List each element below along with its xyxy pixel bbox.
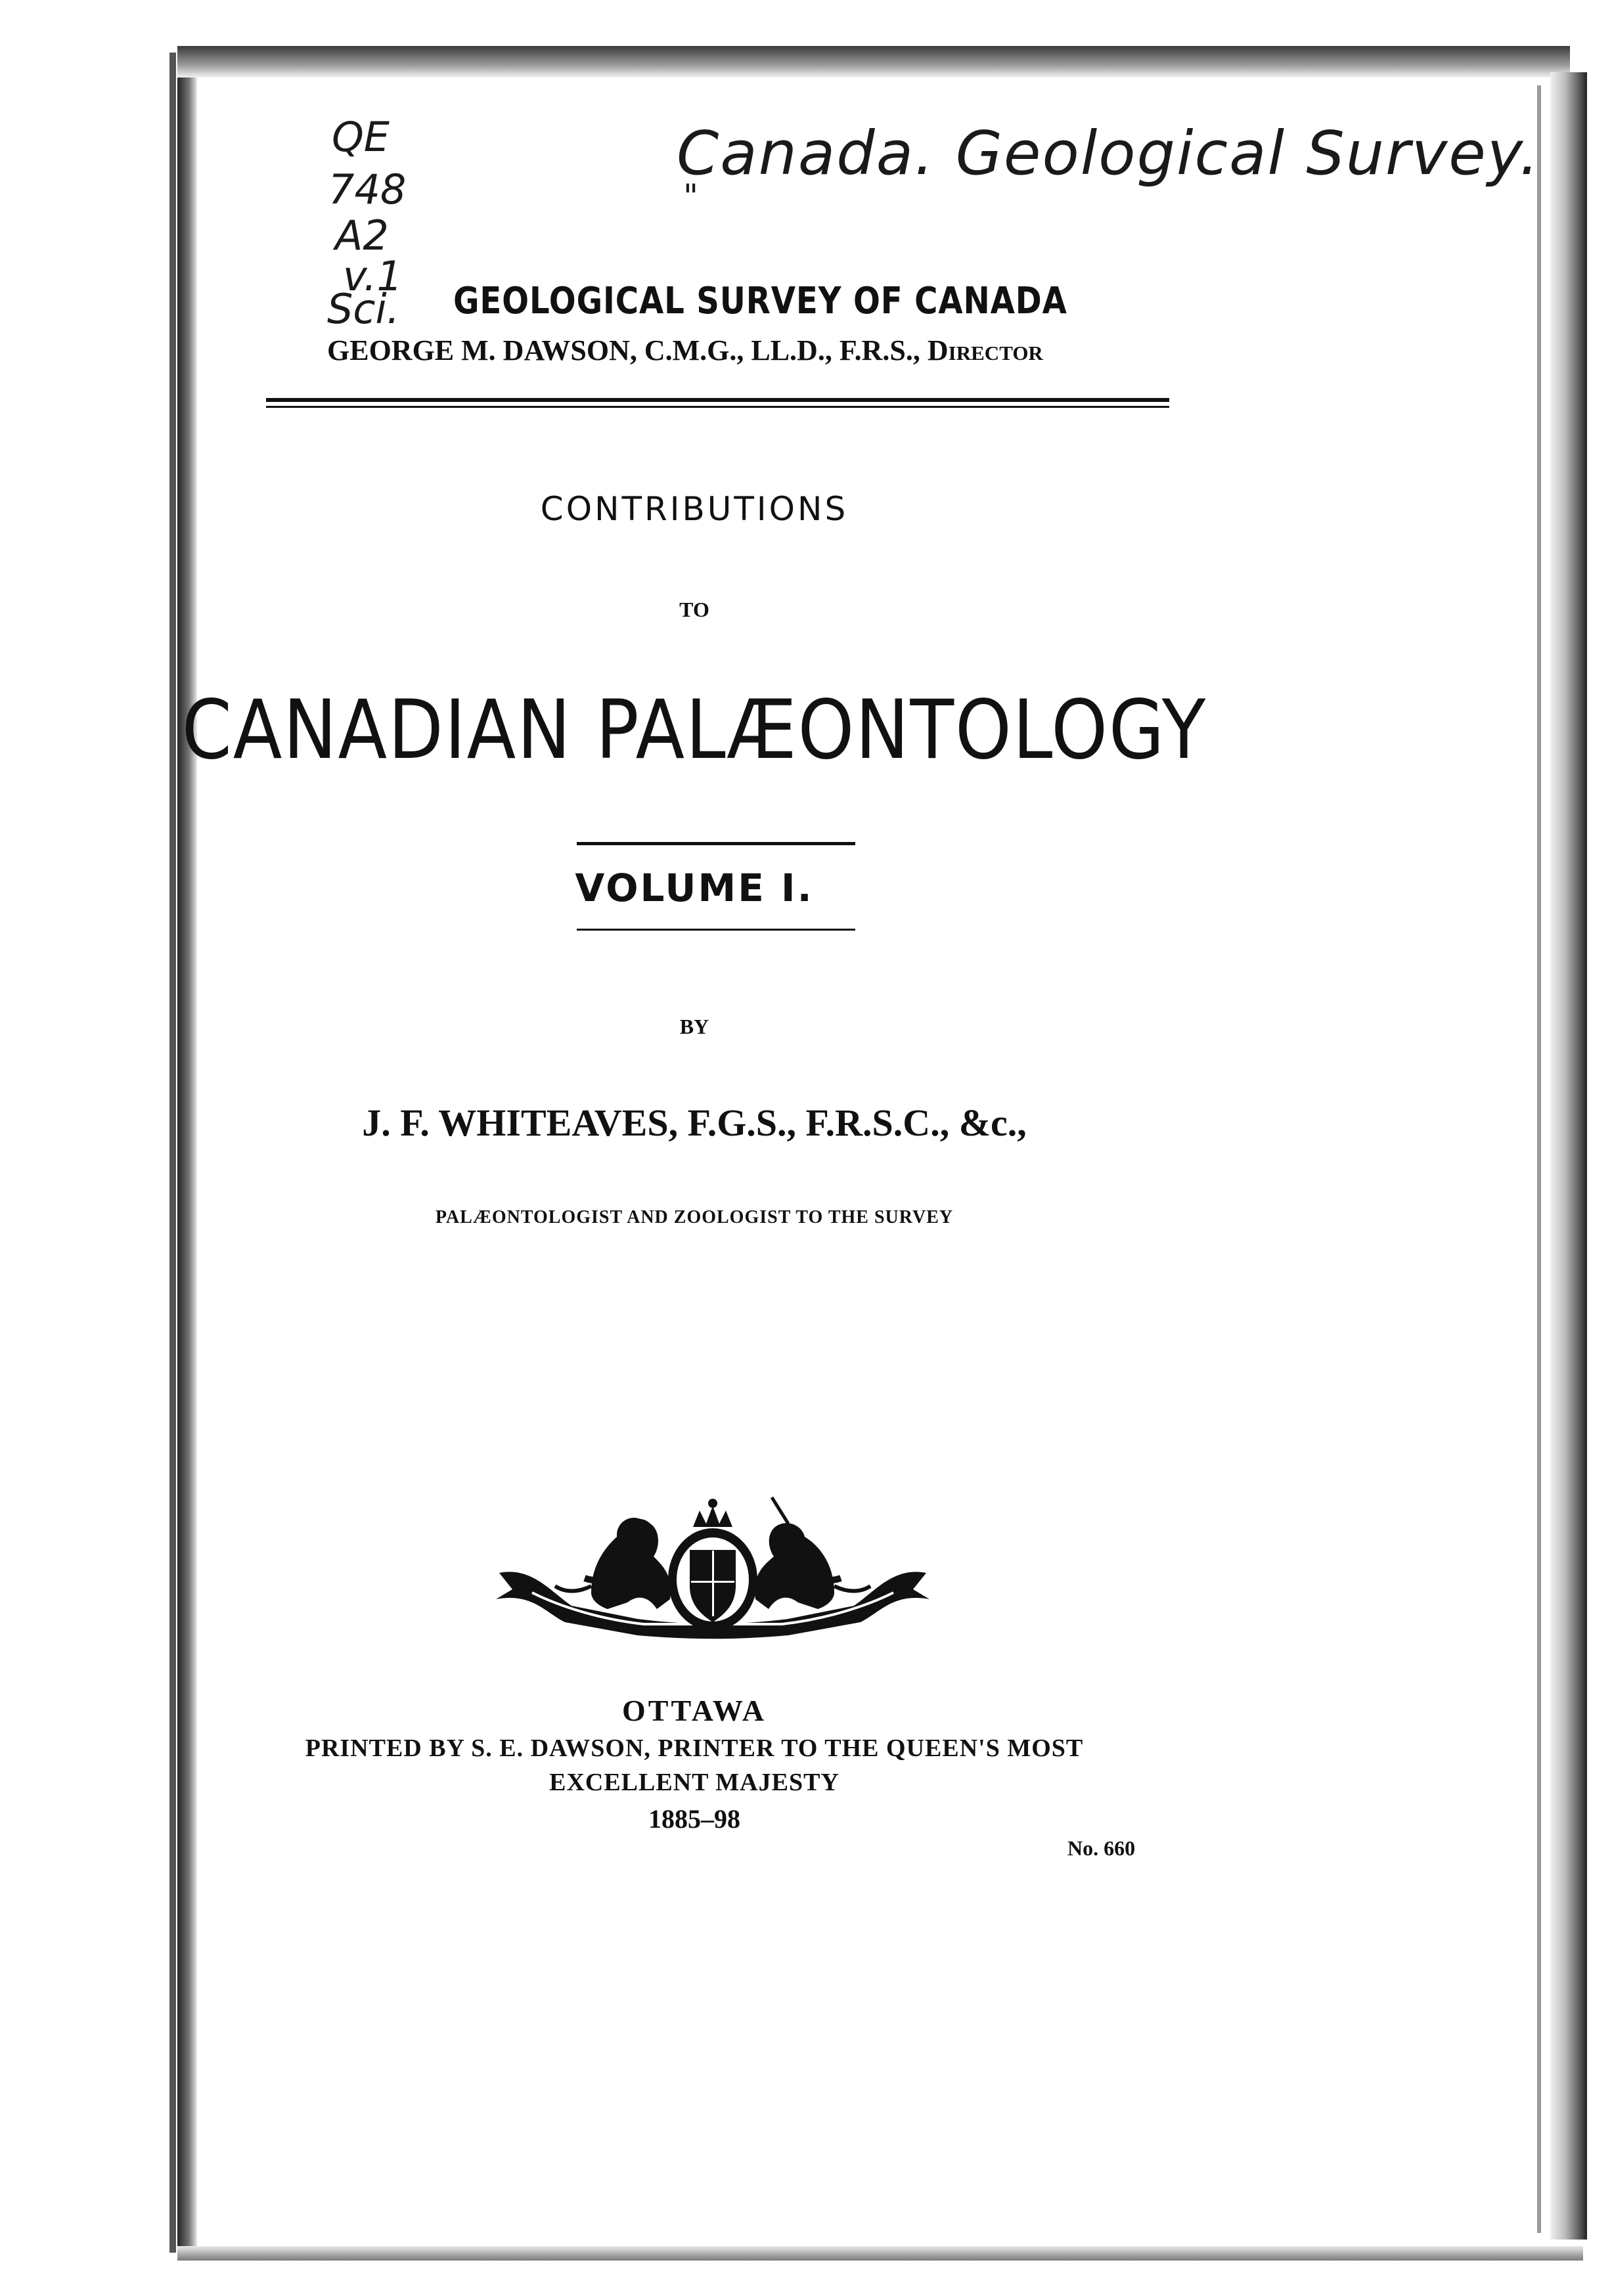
contributions-heading: CONTRIBUTIONS — [540, 490, 849, 528]
ditto-mark: " — [683, 177, 698, 215]
imprint-city: OTTAWA — [622, 1694, 767, 1727]
bottom-edge — [177, 2246, 1583, 2261]
publication-years: 1885–98 — [648, 1804, 740, 1834]
main-title: CANADIAN PALÆONTOLOGY — [181, 683, 1207, 778]
director-name: GEORGE M. DAWSON, C.M.G., LL.D., F.R.S., — [327, 334, 920, 366]
call-number-line-5: Sci. — [327, 285, 400, 333]
volume-label: VOLUME I. — [575, 866, 814, 910]
catalog-note: Canada. Geological Survey. — [677, 118, 1540, 188]
printer-line-1: PRINTED BY S. E. DAWSON, PRINTER TO THE QUEEN'S MOST — [305, 1734, 1084, 1762]
call-number-line-2: 748 — [328, 166, 407, 213]
binding-edge — [177, 53, 197, 2253]
volume-rule-top — [577, 842, 855, 845]
top-edge — [177, 46, 1570, 77]
right-edge — [1550, 72, 1587, 2240]
right-edge-line — [1537, 85, 1541, 2233]
author-role: PALÆONTOLOGIST AND ZOOLOGIST TO THE SURVEY — [435, 1207, 954, 1227]
royal-coat-of-arms-image — [493, 1494, 933, 1645]
call-number-line-1: QE — [332, 113, 390, 161]
by-word: BY — [679, 1015, 709, 1038]
volume-rule-bottom — [577, 929, 855, 931]
director-line — [327, 334, 1043, 367]
author-name: J. F. WHITEAVES, F.G.S., F.R.S.C., &c., — [362, 1101, 1027, 1144]
header-rule-thick — [266, 398, 1169, 402]
header-rule-thin — [266, 406, 1169, 408]
call-number-line-3: A2 — [335, 211, 389, 259]
survey-name: GEOLOGICAL SURVEY OF CANADA — [453, 280, 1067, 322]
printer-line-2: EXCELLENT MAJESTY — [549, 1769, 840, 1796]
to-word: TO — [679, 598, 709, 621]
call-number-line-4: v.1 — [343, 252, 403, 300]
publication-number: No. 660 — [1067, 1836, 1136, 1860]
facing-page — [0, 0, 169, 2296]
director-title: Director — [927, 334, 1043, 366]
binding-shadow — [169, 53, 176, 2253]
